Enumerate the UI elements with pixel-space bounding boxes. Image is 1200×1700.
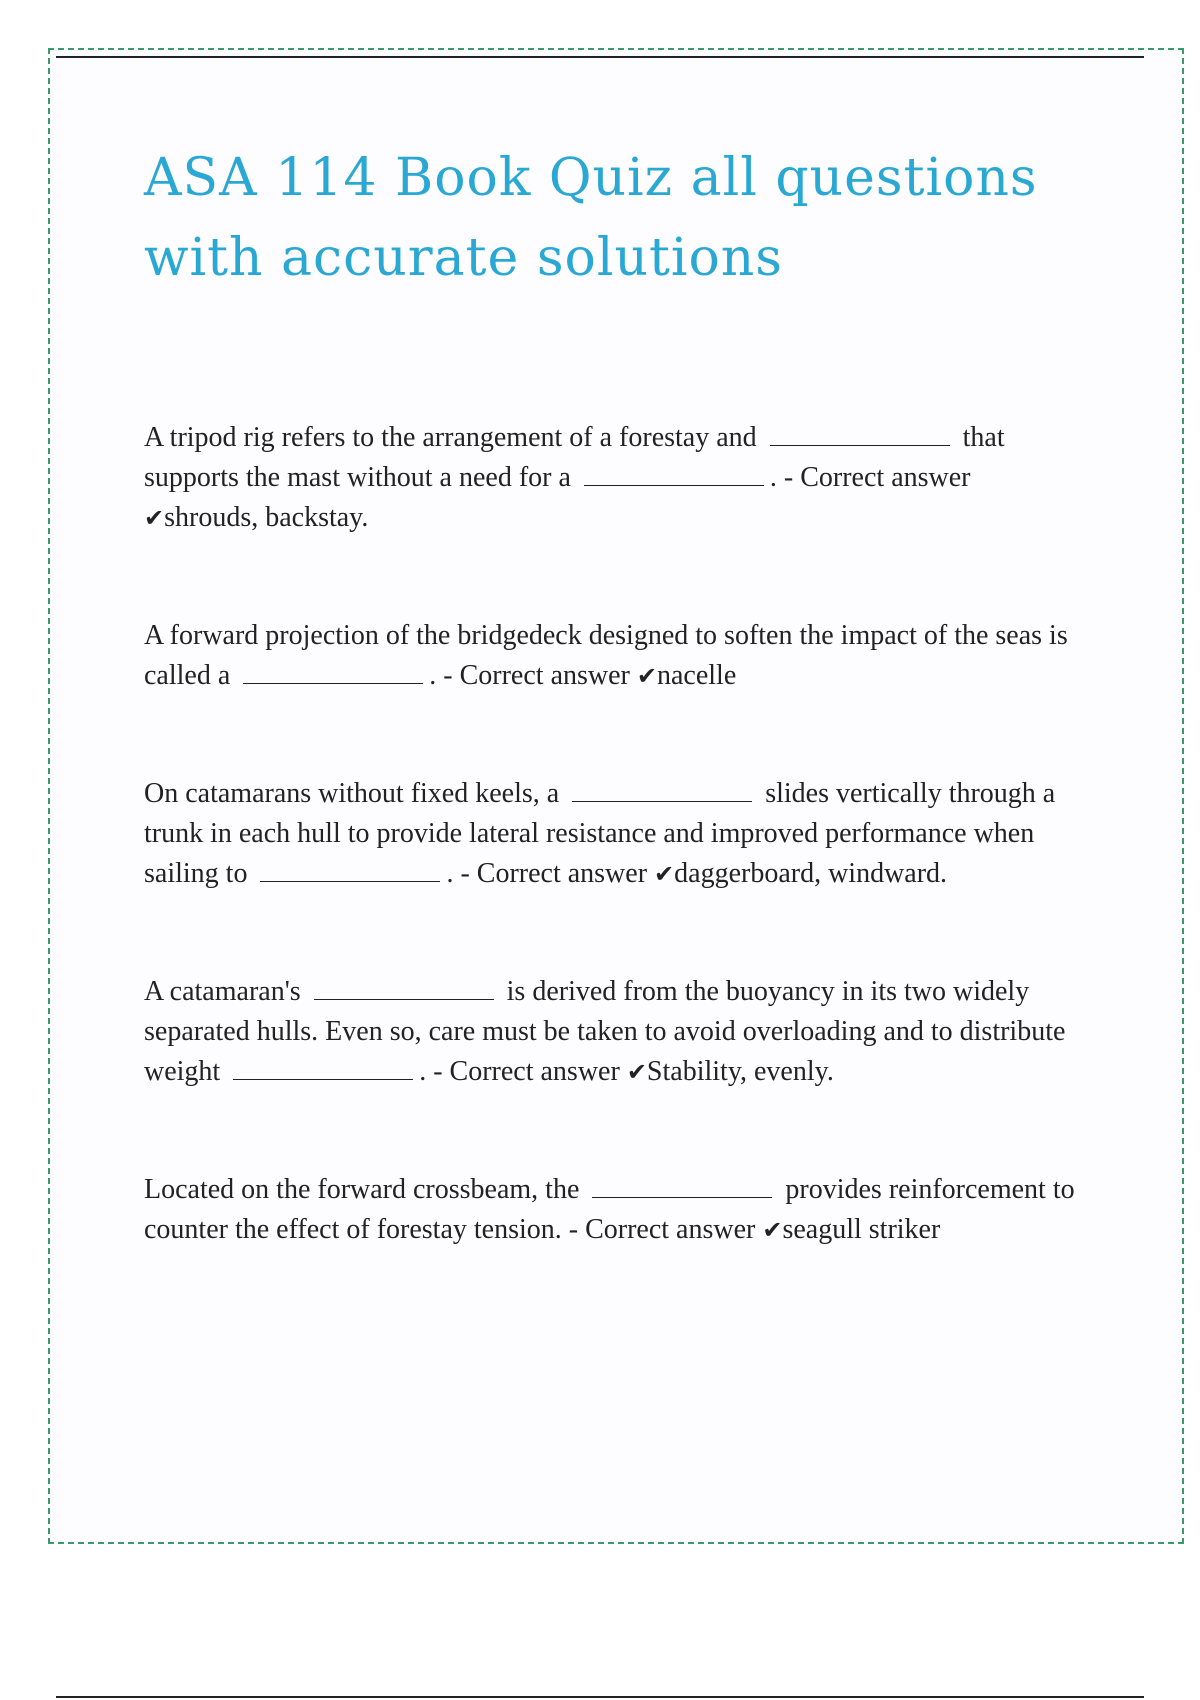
document-title: ASA 114 Book Quiz all questions with accurate solutions [144,148,1038,288]
answer-blank [592,1175,772,1198]
question-text: On catamarans without fixed keels, a [144,778,560,809]
question-3 [144,774,1084,894]
check-icon: ✔ [762,1216,783,1244]
bottom-rule [56,1696,1144,1698]
question-text: slides vertically through a trunk in each hull to provide lateral resistance and improved performance when sailing to [144,778,1056,889]
check-icon: ✔ [626,1058,647,1086]
answer-blank [584,463,764,486]
answer-text: daggerboard, windward. [674,858,948,889]
question-text: that supports the mast without a need for a [144,422,1005,493]
question-text: A catamaran's [144,976,301,1007]
question-suffix: . - Correct answer [446,858,648,889]
answer-text: shrouds, backstay. [164,502,369,533]
question-4 [144,972,1084,1092]
top-rule [56,56,1144,58]
question-list [144,418,1084,1250]
question-suffix: - Correct answer [561,1214,756,1245]
question-suffix: . - Correct answer [429,660,630,691]
question-5 [144,1170,1084,1250]
answer-blank [233,1057,413,1080]
question-suffix: . - Correct answer [419,1056,620,1087]
answer-blank [260,859,440,882]
answer-blank [243,661,423,684]
check-icon: ✔ [636,662,657,690]
answer-text: Stability, evenly. [646,1056,834,1087]
question-1 [144,418,1084,538]
answer-blank [770,423,950,446]
answer-blank [314,977,494,1000]
check-icon: ✔ [654,860,675,888]
question-text: A tripod rig refers to the arrangement of a forestay and [144,422,757,453]
question-text: provides reinforcement to counter the effect of forestay tension. [144,1174,1075,1245]
answer-text: nacelle [656,660,737,691]
question-text: A forward projection of the bridgedeck designed to soften the impact of the seas is called a [144,620,1068,691]
question-2 [144,616,1084,696]
question-text: is derived from the buoyancy in its two widely separated hulls. Even so, care must be taken to avoid overloading and to distribute weight [144,976,1066,1087]
question-text: Located on the forward crossbeam, the [144,1174,580,1205]
question-suffix: . - Correct answer [769,462,971,493]
answer-text: seagull striker [782,1214,941,1245]
check-icon: ✔ [144,504,165,532]
answer-blank [572,779,752,802]
